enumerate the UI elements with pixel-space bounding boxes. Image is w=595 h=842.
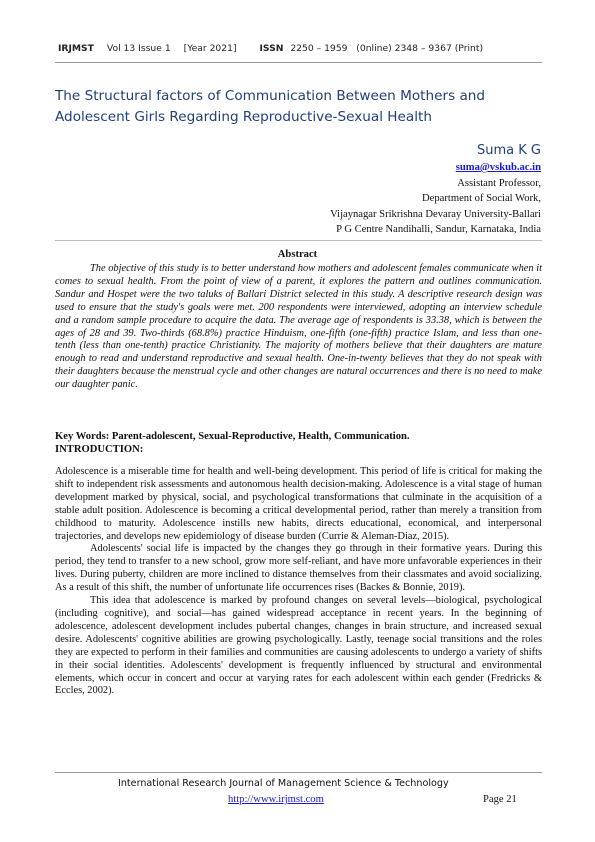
- affiliation-line: Assistant Professor,: [457, 177, 541, 189]
- body-text: [55, 466, 542, 698]
- issn: 2250 – 1959 (0nline) 2348 – 9367 (Print): [290, 43, 484, 54]
- paragraph: Adolescents' social life is impacted by the changes they go through in their formative years. During this period, they tend to transfer to a new school, grow more self-reliant, and have more unfavorable experiences in their lives. During puberty, children are more inclined to distance themselves from their classmates and avoid socializing. As a result of this shift, the number of unfortunate life occurrences rises (Backes & Bonnie, 2019).: [55, 543, 542, 594]
- author-name: Suma K G: [477, 143, 541, 158]
- footer-journal: International Research Journal of Management Science & Technology: [118, 778, 449, 789]
- affiliation-line: P G Centre Nandihalli, Sandur, Karnataka, India: [336, 224, 541, 236]
- abstract-text: The objective of this study is to better understand how mothers and adolescent females communicate when it comes to sexual health. From the point of view of a parent, it explores the pattern and outlines communication. Sandur and Hospet were the two taluks of Ballari District selected in this study. A descriptive research design was used to ensure that the study's goals were met. 200 respondents were interviewed, adopting an interview schedule and a random sample procedure to acquire the data. The average age of respondents is 33.38, which is between the ages of 28 and 39. Two-thirds (68.8%) practice Hinduism, one-fifth (one-fifth) practice Islam, and less than one-tenth (less than one-tenth) practice Christianity. The majority of mothers believe that their daughters are mature enough to read and understand reproductive and sexual health. One-in-twenty believes that they do not speak with their daughters because the menstrual cycle and other changes are natural occurrences and there is no need to make our daughter panic.: [55, 263, 542, 391]
- year: [Year 2021]: [183, 43, 237, 54]
- author-email-link[interactable]: suma@vskub.ac.in: [455, 162, 541, 173]
- author-affiliation: [330, 160, 541, 238]
- page-number: Page 21: [483, 794, 517, 805]
- footer-url-link[interactable]: http://www.irjmst.com: [228, 794, 324, 805]
- abstract-heading: Abstract: [277, 249, 318, 260]
- introduction-heading: INTRODUCTION:: [55, 444, 144, 455]
- running-header: [58, 43, 538, 54]
- paper-title: The Structural factors of Communication Between Mothers and Adolescent Girls Regarding Reproductive-Sexual Health: [55, 88, 486, 125]
- paragraph: This idea that adolescence is marked by profound changes on several levels—biological, psychological (including cognitive), and social—has gained widespread acceptance in recent years. In the beginning of adolescence, adolescent development includes pubertal changes, changes in brain structure, and increased sexual desire. Adolescents' cognitive abilities are growing psychologically. Lastly, teenage social transitions and the roles they are expected to perform in their families and communities are causing adolescents to undergo a variety of shifts in their social identities. Adolescents' development is frequently influenced by structural and environmental elements, which occur in concert and occur at varying rates for each adolescent within each gender (Fredricks & Eccles, 2002).: [55, 595, 542, 697]
- affiliation-line: Vijaynagar Srikrishna Devaray University-Ballari: [330, 208, 541, 220]
- volume: Vol 13 Issue 1: [106, 43, 171, 54]
- affiliation-line: Department of Social Work,: [422, 193, 541, 205]
- keywords-block: [55, 430, 542, 456]
- header-rule: [55, 62, 542, 63]
- affiliation-rule: [55, 240, 542, 241]
- paragraph: Adolescence is a miserable time for health and well-being development. This period of life is critical for making the shift to independent risk assessments and autonomous health decision-making. Adolescence is a vital stage of human development marked by physical, social, and psychological transformations that culminate in the acquisition of a stable adult position. Adolescence is becoming a critical developmental period, rather than merely a transition from childhood to maturity. Adolescence instills new habits, directs educational, economical, and interpersonal trajectories, and develops new epidemiology of disease burden (Currie & Aleman-Diaz, 2015).: [55, 466, 542, 542]
- issn-label: ISSN: [259, 43, 284, 54]
- journal-abbr: IRJMST: [58, 43, 94, 54]
- footer-rule: [55, 772, 542, 773]
- keywords: Key Words: Parent-adolescent, Sexual-Reproductive, Health, Communication.: [55, 431, 410, 442]
